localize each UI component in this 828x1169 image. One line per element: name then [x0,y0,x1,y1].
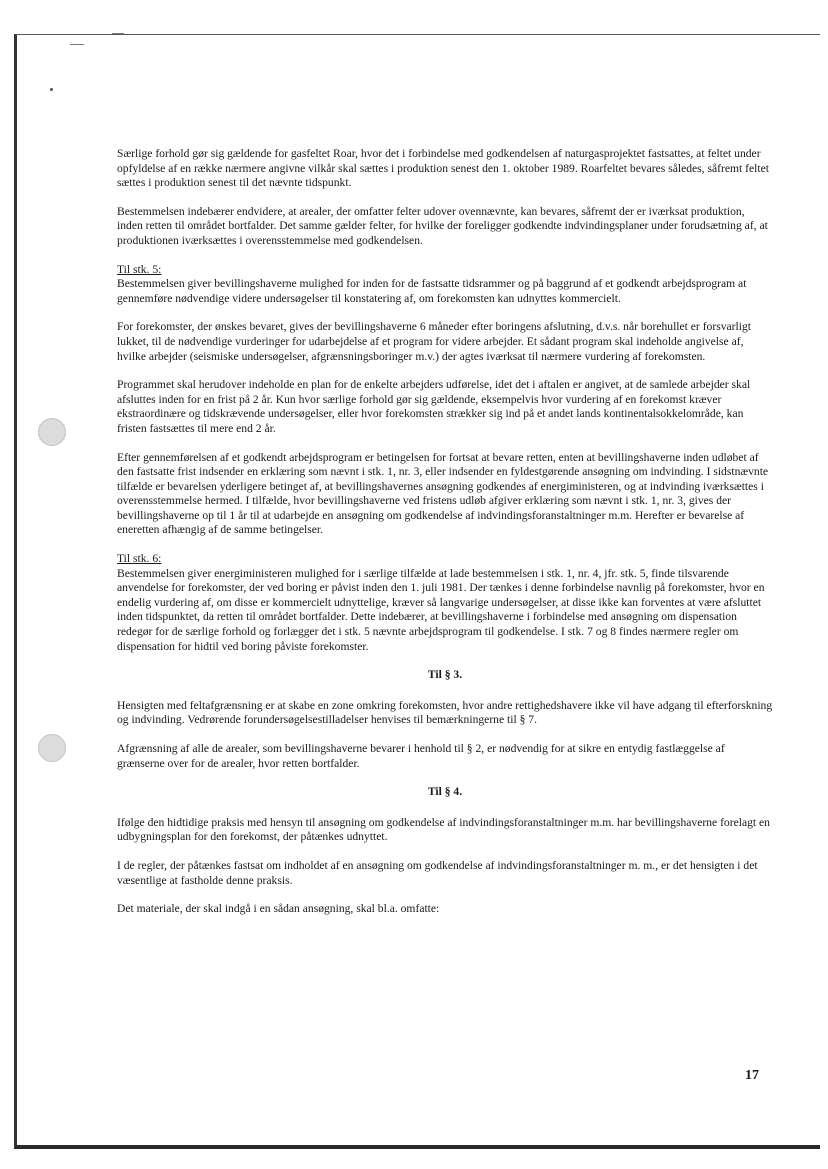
paragraph: Efter gennemførelsen af et godkendt arbejdsprogram er betingelsen for fortsat at bevare retten, enten at bevillingshaverne inden udløbet af den fastsatte frist indsender en erklæring som nævnt i stk. 1, nr. 3, eller indsender en fyldestgørende ansøgning om indvinding. I sidstnævnte tilfælde er bevarelsen yderligere betinget af, at bevillingshavernes ansøgning godkendes af energiministeren, og at indvinding iværksættes i overensstemmelse hermed. I tilfælde, hvor bevillingshaverne ved fristens udløb afgiver erklæring som nævnt i stk. 1, nr. 3, gives der bevillingshaverne op til 1 år til at udarbejde en ansøgning om godkendelse af indvindingsforanstaltninger m.m. Herefter er bevarelse af eneretten afhængig af de samme betingelser. [117,450,769,537]
page-number: 17 [745,1068,759,1083]
scan-artifact [112,33,124,34]
section-stk5 [117,263,773,539]
document-body [117,147,773,931]
section-heading: Til § 4. [427,785,463,799]
paragraph: Bestemmelsen indebærer endvidere, at arealer, der omfatter felter udover ovennævnte, kan bevares, såfremt der er iværksat produktion, inden retten til området bortfalder. Det samme gælder felter, for hvilke der foreligger godkendte indvindingsplaner under forudsætning af, at produktionen iværksættes i overensstemmelse med godkendelsen. [117,204,768,247]
section-paragraph-3 [117,668,773,771]
scan-artifact [50,88,53,91]
section-heading: Til § 3. [427,668,463,682]
paragraph: Det materiale, der skal indgå i en sådan ansøgning, skal bl.a. omfatte: [117,902,440,916]
paragraph: For forekomster, der ønskes bevaret, gives der bevillingshaverne 6 måneder efter boringens afslutning, d.v.s. når borehullet er forsvarligt lukket, til de nødvendige vurderinger for udarbejdelse af et program for videre arbejder. Et sådant program skal indeholde angivelse af, hvilke arbejder (seismiske undersøgelser, afgrænsningsboringer m.v.) der agtes iværksat til nærmere vurdering af forekomsten. [117,320,751,363]
paragraph: Hensigten med feltafgrænsning er at skabe en zone omkring forekomsten, hvor andre rettighedshavere ikke vil have adgang til efterforskning og indvinding. Vedrørende forundersøgelsestilladelser henvises til bemærkningerne til § 7. [117,698,773,727]
paragraph: Særlige forhold gør sig gældende for gasfeltet Roar, hvor det i forbindelse med godkendelsen af naturgasprojektet fastsattes, at feltet under opfyldelse af en række nærmere angivne vilkår skal sættes i produktion senest den 1. oktober 1989. Roarfeltet bevares således, såfremt feltet sættes i produktion senest til det nævnte tidspunkt. [117,147,769,190]
paragraph: Programmet skal herudover indeholde en plan for de enkelte arbejders udførelse, idet det i aftalen er angivet, at de samlede arbejder skal afsluttes inden for en frist på 2 år. Kun hvor særlige forhold gør sig gældende, eksempelvis hvor vurdering af en forekomst kræver ekstraordinære og tidskrævende undersøgelser, eller hvor forekomsten strækker sig ind på et andet lands kontinentalsokkelområde, kan fristen fastsættes til mere end 2 år. [117,378,751,435]
section-stk6 [117,552,773,654]
section-paragraph-4 [117,785,773,917]
punch-hole [38,418,66,446]
paragraph: Bestemmelsen giver bevillingshaverne mulighed for inden for de fastsatte tidsrammer og på baggrund af et godkendt arbejdsprogram at gennemføre nødvendige videre undersøgelser til konstatering af, om forekomsten kan udnyttes kommercielt. [117,277,747,305]
paragraph: I de regler, der påtænkes fastsat om indholdet af en ansøgning om godkendelse af indvindingsforanstaltninger m. m., er det hensigten i det væsentlige at fastholde denne praksis. [117,858,758,887]
paragraph: Afgrænsning af alle de arealer, som bevillingshaverne bevarer i henhold til § 2, er nødvendig for at sikre en entydig fastlæggelse af grænserne over for de arealer, hvor retten bortfalder. [117,742,725,770]
paragraph: Bestemmelsen giver energiministeren mulighed for i særlige tilfælde at lade bestemmelsen i stk. 1, nr. 4, jfr. stk. 5, finde tilsvarende anvendelse for forekomster, der ved boring er påvist inden den 1. juli 1981. Der tænkes i denne forbindelse navnlig på forekomster, hvor en endelig vurdering af, om disse er kommercielt udnyttelige, kræver så langvarige undersøgelser, at disse ikke kan forventes at være afsluttet inden tidspunktet, da retten til området bortfalder. Dette indebærer, at bevillingshaverne i forbindelse med ansøgning om dispensation redegør for de særlige forhold og forlægger det i stk. 5 nævnte arbejdsprogram til godkendelse. I stk. 7 og 8 findes nærmere regler om dispensation for hidtil ved boring påviste forekomster. [117,566,765,653]
section-heading: Til stk. 5: [117,262,162,276]
paragraph: Ifølge den hidtidige praksis med hensyn til ansøgning om godkendelse af indvindingsforanstaltninger m.m. har bevillingshaverne forelagt en udbygningsplan for den forekomst, der påtænkes udnyttet. [117,815,770,844]
scan-artifact [70,44,84,45]
section-heading: Til stk. 6: [117,552,162,566]
punch-hole [38,734,66,762]
